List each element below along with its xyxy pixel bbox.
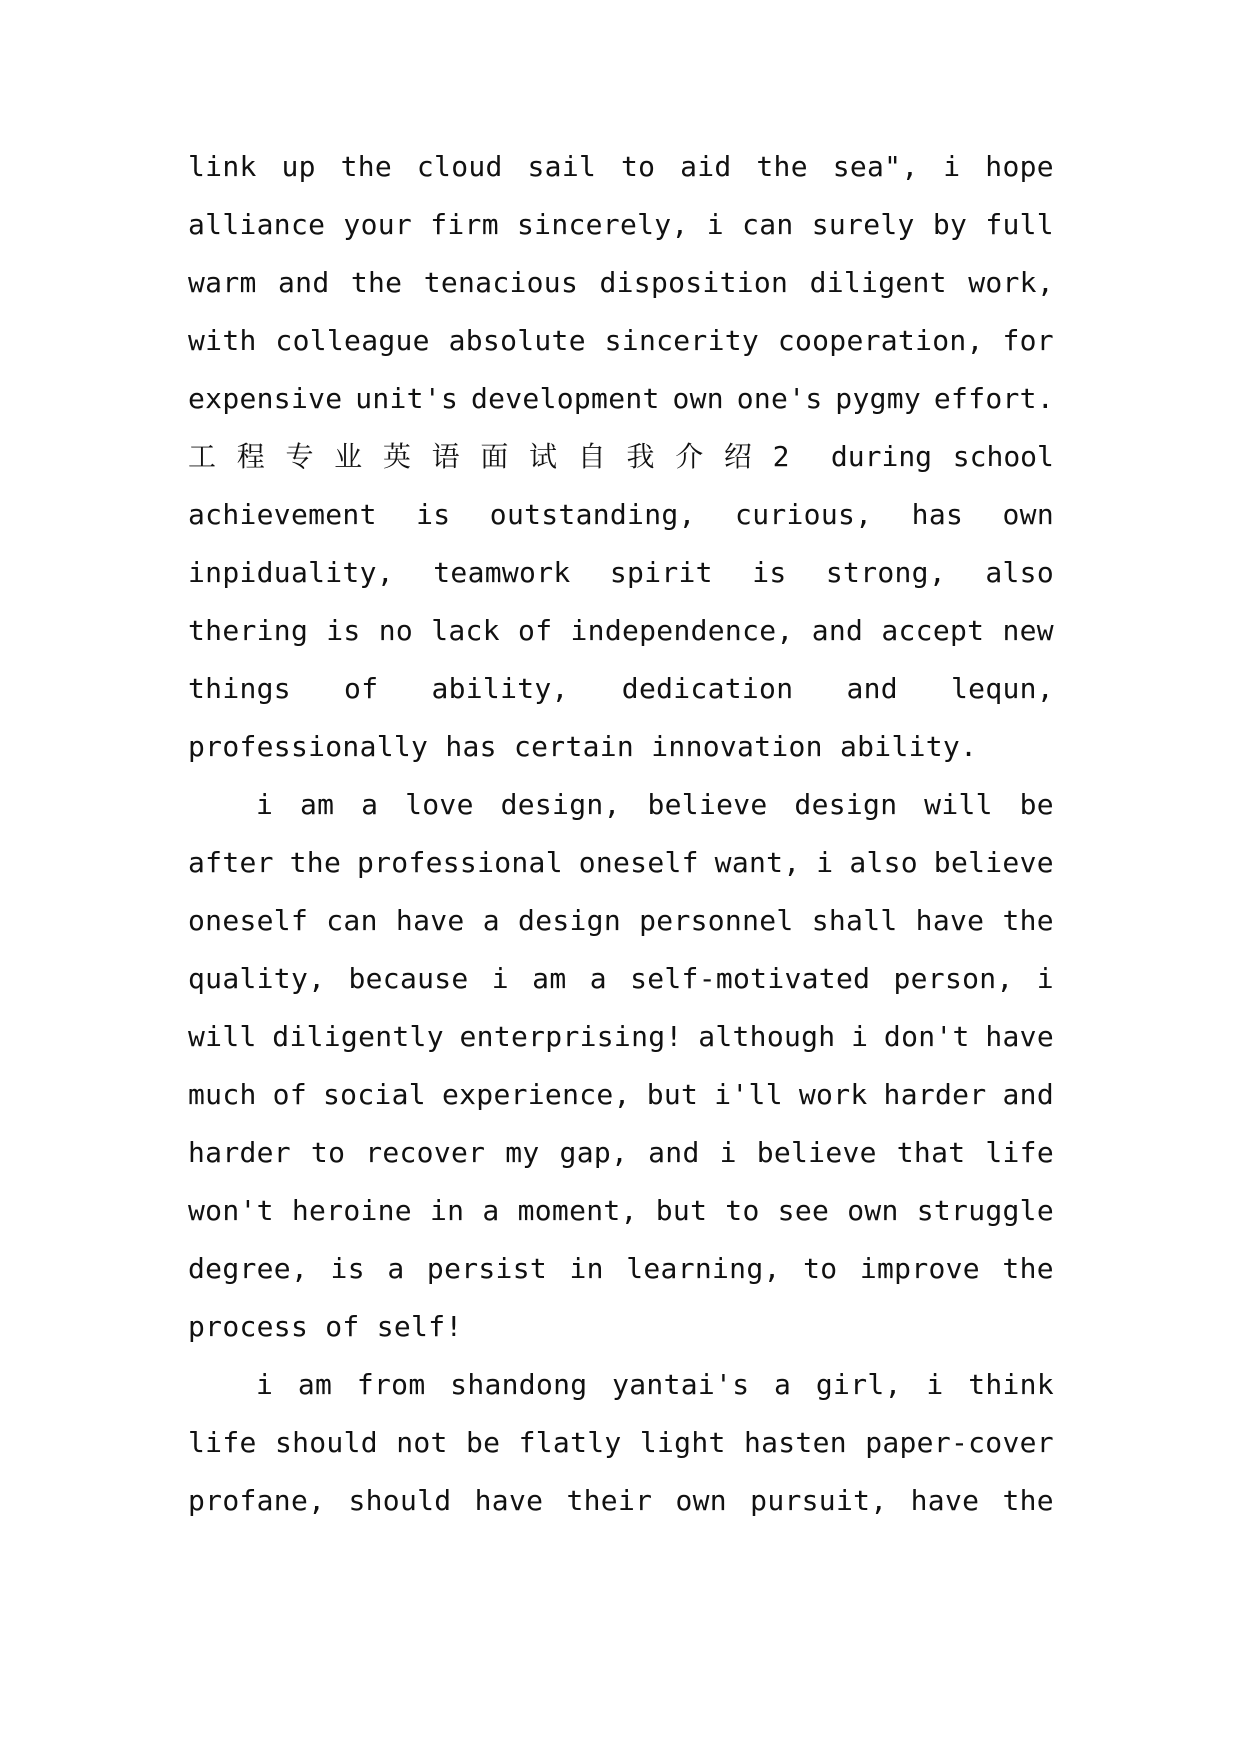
word: achievement [188, 498, 377, 531]
text-line [188, 553, 1054, 593]
word: i [1036, 962, 1054, 995]
word: i [719, 1136, 737, 1169]
word: your [343, 208, 413, 241]
word: girl, [815, 1368, 902, 1401]
word: cooperation, [777, 324, 984, 357]
word: experience, [441, 1078, 631, 1111]
word: in [430, 1194, 465, 1227]
word: hope [985, 150, 1054, 183]
word: will [188, 1020, 257, 1053]
word: for [1002, 324, 1054, 357]
word: self-motivated [630, 962, 871, 995]
word: but [655, 1194, 708, 1227]
text-line [188, 611, 1054, 651]
word: want, [714, 846, 801, 879]
word: oneself [188, 904, 309, 937]
word: that [896, 1136, 966, 1169]
word: lequn, [951, 672, 1054, 705]
word: moment, [517, 1194, 638, 1227]
word: i [706, 208, 724, 241]
word: new [1002, 614, 1054, 647]
heading-char: 工 [188, 440, 217, 473]
word: flatly [518, 1426, 622, 1459]
word: development [470, 382, 660, 415]
word: design, [500, 788, 621, 821]
word: have [915, 904, 985, 937]
word: process of self! [188, 1310, 463, 1343]
word: to [620, 150, 656, 183]
word: degree, [188, 1252, 309, 1285]
word: pursuit, [750, 1484, 888, 1517]
text-line [188, 727, 1054, 767]
word: a [589, 962, 607, 995]
word: work, [968, 266, 1054, 299]
word: inpiduality, [188, 556, 394, 589]
word: own [1002, 498, 1054, 531]
word: i [926, 1368, 944, 1401]
text-line [188, 1249, 1054, 1289]
word: and [811, 614, 864, 647]
word: person, [893, 962, 1014, 995]
word: light [639, 1426, 726, 1459]
word: quality, [188, 962, 326, 995]
word: has [911, 498, 964, 531]
word: a [482, 904, 500, 937]
word: outstanding, [489, 498, 696, 531]
word: from [356, 1368, 426, 1401]
word: i'll [714, 1078, 783, 1111]
word: surely [811, 208, 915, 241]
word: the [350, 266, 403, 299]
word: also [985, 556, 1054, 589]
word: be [465, 1426, 501, 1459]
text-line [188, 1307, 1054, 1347]
word: harder [883, 1078, 987, 1111]
word: teamwork [433, 556, 571, 589]
word: independence, [570, 614, 794, 647]
word: the [756, 150, 808, 183]
heading-char: 面 [480, 440, 509, 473]
word: am [532, 962, 567, 995]
word: alliance [188, 208, 326, 241]
word: strong, [825, 556, 946, 589]
heading-char: 试 [529, 440, 558, 473]
word: the [1002, 1252, 1054, 1285]
word: have [395, 904, 465, 937]
word: with [188, 324, 257, 357]
word: professionally has certain innovation ability. [188, 730, 978, 763]
word: struggle [916, 1194, 1054, 1227]
word: will [924, 788, 993, 821]
word: i [816, 846, 834, 879]
heading-char: 绍 [723, 440, 752, 473]
word: recover [365, 1136, 486, 1169]
word: hasten [743, 1426, 847, 1459]
word: tenacious [423, 266, 579, 299]
word: sincerely, [517, 208, 689, 241]
word: effort. [933, 382, 1054, 415]
word: and [648, 1136, 700, 1169]
word: aid [680, 150, 732, 183]
word: and [1002, 1078, 1054, 1111]
word: am [299, 788, 335, 821]
word: to [725, 1194, 760, 1227]
word: colleague [275, 324, 430, 357]
word: a [361, 788, 379, 821]
heading-char: 英 [382, 440, 411, 473]
word: is [416, 498, 451, 531]
word: pygmy [835, 382, 922, 415]
heading-char: 程 [236, 440, 265, 473]
word: believe [933, 846, 1054, 879]
word: spirit [609, 556, 713, 589]
word: of [518, 614, 553, 647]
text-line [188, 1017, 1054, 1057]
word: unit's [355, 382, 459, 415]
word: is [326, 614, 361, 647]
word: i [491, 962, 509, 995]
word: is [330, 1252, 365, 1285]
text-line [256, 1365, 1054, 1405]
word: school [952, 440, 1054, 473]
word: i [256, 788, 274, 821]
text-line [188, 495, 1054, 535]
word: design [518, 904, 621, 937]
text-line [188, 843, 1054, 883]
word: am [297, 1368, 333, 1401]
word: their [566, 1484, 653, 1517]
word: diligent [809, 266, 947, 299]
heading-char: 专 [285, 440, 314, 473]
word: i [256, 1368, 274, 1401]
word: have [985, 1020, 1054, 1053]
word: sea", [832, 150, 919, 183]
text-line [188, 959, 1054, 999]
word: own [672, 382, 724, 415]
word: i [943, 150, 961, 183]
word: profane, [188, 1484, 326, 1517]
word: the [340, 150, 393, 183]
word: heroine [291, 1194, 412, 1227]
text-line [188, 1423, 1054, 1463]
word: persist [426, 1252, 548, 1285]
text-line [188, 263, 1054, 303]
word: i [851, 1020, 869, 1053]
word: a [387, 1252, 405, 1285]
word: ability, [431, 672, 569, 705]
word: social [323, 1078, 426, 1111]
word: much [188, 1078, 257, 1111]
word: firm [430, 208, 499, 241]
heading-char: 语 [431, 440, 460, 473]
word: the [1002, 1484, 1054, 1517]
word: to [310, 1136, 346, 1169]
word: the [1002, 904, 1054, 937]
word: dedication [621, 672, 794, 705]
text-line [188, 147, 1054, 187]
word: no [378, 614, 414, 647]
heading-char: 介 [675, 440, 704, 473]
text-line [188, 1481, 1054, 1521]
word: lack [431, 614, 500, 647]
word: a [774, 1368, 792, 1401]
word: can [742, 208, 794, 241]
word: design [794, 788, 898, 821]
word: expensive [188, 382, 343, 415]
word: sincerity [604, 324, 760, 357]
word: have [474, 1484, 544, 1517]
word: accept [881, 614, 985, 647]
word: can [326, 904, 378, 937]
word: although [698, 1020, 836, 1053]
text-line [188, 379, 1054, 419]
word: have [910, 1484, 980, 1517]
word: own [675, 1484, 727, 1517]
word: shall [811, 904, 898, 937]
word: don't [883, 1020, 970, 1053]
text-line [188, 1191, 1054, 1231]
word: link [188, 150, 257, 183]
word: life [985, 1136, 1054, 1169]
word: not [396, 1426, 448, 1459]
text-line [256, 785, 1054, 825]
word: up [281, 150, 316, 183]
word: a [482, 1194, 500, 1227]
word: love [405, 788, 474, 821]
word: and [278, 266, 330, 299]
word: thering [188, 614, 309, 647]
word: should [348, 1484, 452, 1517]
word: full [985, 208, 1054, 241]
word: should [274, 1426, 378, 1459]
word: absolute [448, 324, 586, 357]
word: of [344, 672, 379, 705]
word: enterprising! [459, 1020, 683, 1053]
word: shandong [450, 1368, 588, 1401]
word: after [188, 846, 274, 879]
word: diligently [272, 1020, 444, 1053]
word: professional [356, 846, 563, 879]
text-line [188, 321, 1054, 361]
word: be [1019, 788, 1054, 821]
section-heading-line [188, 437, 1054, 477]
word: one's [736, 382, 823, 415]
word: own [847, 1194, 899, 1227]
word: warm [188, 266, 257, 299]
heading-number: 2 [772, 440, 790, 473]
word: cloud [416, 150, 503, 183]
word: believe [756, 1136, 877, 1169]
word: because [348, 962, 469, 995]
word: to [803, 1252, 838, 1285]
heading-char: 我 [626, 440, 655, 473]
word: of [272, 1078, 307, 1111]
word: harder [188, 1136, 291, 1169]
word: improve [859, 1252, 980, 1285]
heading-char: 业 [334, 440, 363, 473]
text-line [188, 901, 1054, 941]
word: curious, [735, 498, 873, 531]
word: disposition [599, 266, 789, 299]
word: think [968, 1368, 1054, 1401]
word: is [752, 556, 787, 589]
word: paper-cover [865, 1426, 1054, 1459]
word: by [932, 208, 968, 241]
word: see [777, 1194, 830, 1227]
word: and [846, 672, 898, 705]
word: gap, [559, 1136, 629, 1169]
word: oneself [578, 846, 699, 879]
word: but [646, 1078, 699, 1111]
word: believe [647, 788, 768, 821]
word: in [569, 1252, 604, 1285]
word: work [798, 1078, 868, 1111]
heading-char: 自 [577, 440, 606, 473]
word: life [188, 1426, 257, 1459]
word: learning, [626, 1252, 781, 1285]
word: won't [188, 1194, 274, 1227]
word: my [505, 1136, 540, 1169]
text-line [188, 205, 1054, 245]
word: personnel [639, 904, 794, 937]
text-line [188, 669, 1054, 709]
word: also [849, 846, 918, 879]
word: sail [527, 150, 597, 183]
word: the [289, 846, 342, 879]
text-line [188, 1133, 1054, 1173]
text-line [188, 1075, 1054, 1115]
word: during [830, 440, 933, 473]
word: yantai's [612, 1368, 750, 1401]
word: things [188, 672, 291, 705]
